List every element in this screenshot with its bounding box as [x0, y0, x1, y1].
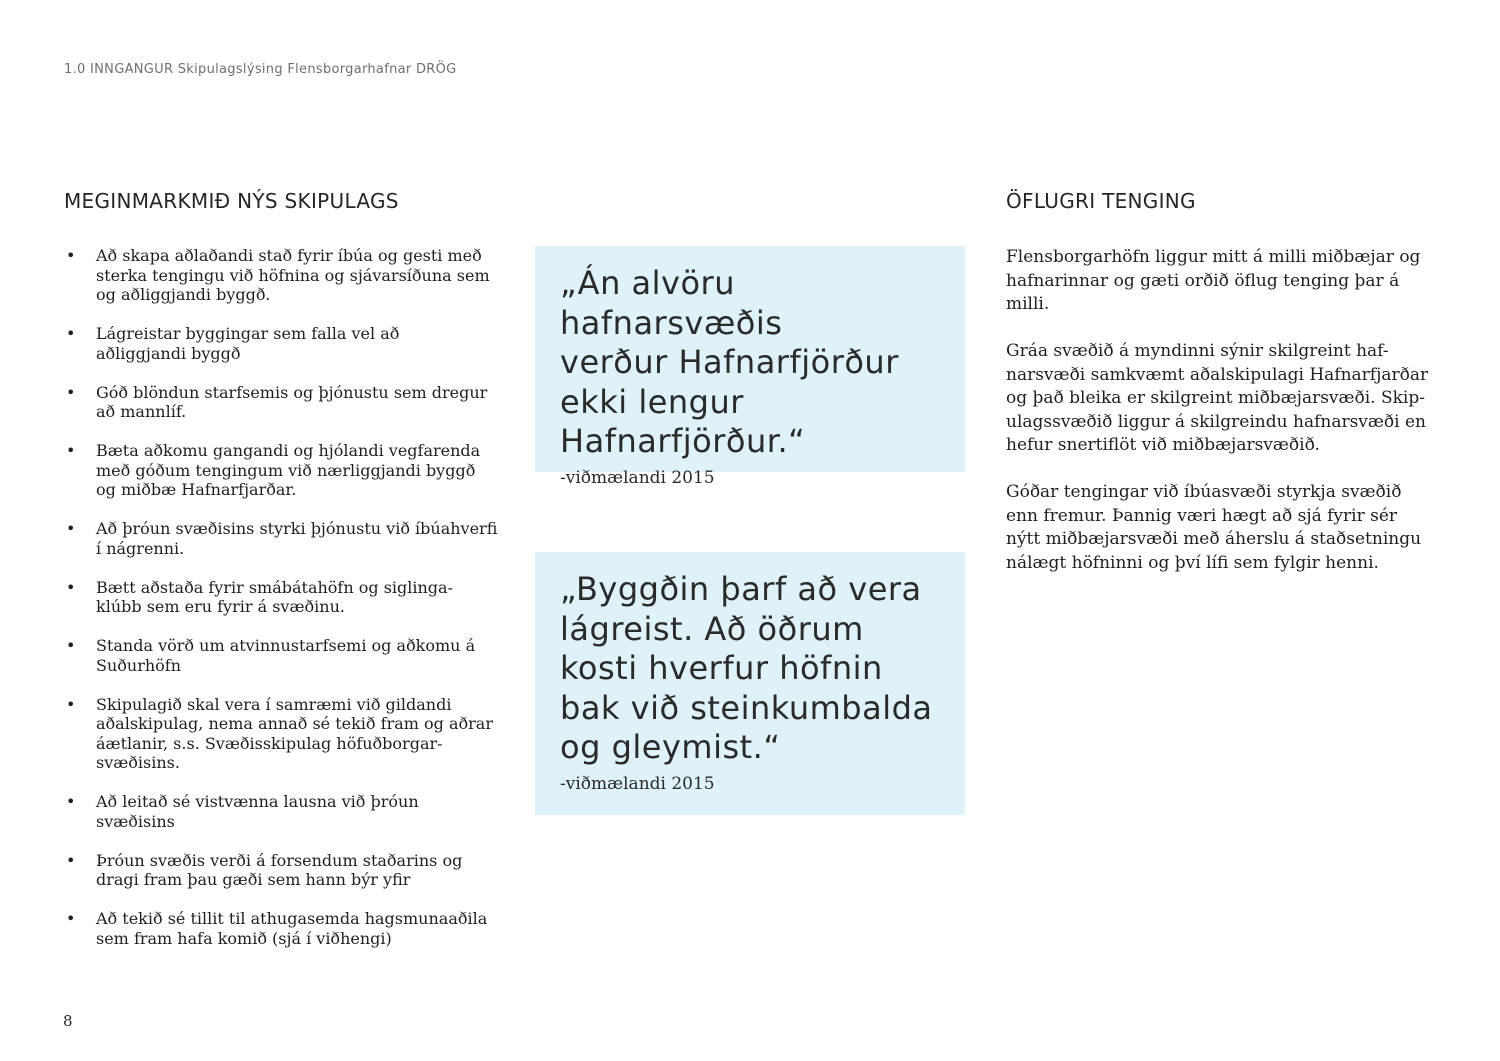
- paragraph: Flensborgarhöfn liggur mitt á milli miðbæjar og hafnarinnar og gæti orðið öflug tenging þar á milli.: [1006, 247, 1421, 314]
- quote-attribution: -viðmælandi 2015: [560, 467, 715, 488]
- goals-list: [64, 246, 504, 968]
- goal-item: [64, 636, 504, 675]
- goal-item: [64, 909, 504, 948]
- goals-title: MEGINMARKMIÐ NÝS SKIPULAGS: [64, 189, 399, 213]
- bullet-icon: •: [66, 519, 76, 538]
- quote-text: „Án alvöru hafnarsvæðis verður Hafnarfjörður ekki lengur Hafnarfjörður.“: [560, 264, 899, 460]
- bullet-icon: •: [66, 636, 76, 655]
- running-header: 1.0 INNGANGUR Skipulagslýsing Flensborgarhafnar DRÖG: [64, 62, 457, 77]
- bullet-icon: •: [66, 909, 76, 928]
- page-number: 8: [63, 1012, 73, 1030]
- goal-text: Að skapa aðlaðandi stað fyrir íbúa og gesti með sterka tengingu við höfnina og sjávarsíðuna sem og aðliggjandi byggð.: [96, 246, 490, 304]
- quote-box-1: [535, 246, 965, 488]
- goal-text: Góð blöndun starfsemis og þjónustu sem dregur að mannlíf.: [96, 382, 488, 421]
- bullet-icon: •: [66, 382, 76, 402]
- bullet-icon: •: [66, 324, 76, 343]
- goal-text: Að leitað sé vistvænna lausna við þróun svæðisins: [96, 792, 419, 831]
- connection-text: [1006, 246, 1436, 599]
- goal-text: Bætt aðstaða fyrir smábátahöfn og siglinga- klúbb sem eru fyrir á svæðinu.: [96, 577, 453, 616]
- bullet-icon: •: [66, 850, 76, 870]
- bullet-icon: •: [66, 792, 76, 811]
- goal-text: Lágreistar byggingar sem falla vel að aðliggjandi byggð: [96, 324, 400, 363]
- goal-text: Þróun svæðis verði á forsendum staðarins og dragi fram þau gæði sem hann býr yfir: [96, 850, 463, 889]
- goal-item: [64, 578, 504, 617]
- bullet-icon: •: [66, 441, 76, 460]
- goal-item: [64, 519, 504, 558]
- goal-text: Að þróun svæðisins styrki þjónustu við íbúahverfi í nágrenni.: [96, 519, 498, 558]
- quote-box-2: [535, 552, 965, 815]
- paragraph: Gráa svæðið á myndinni sýnir skilgreint haf- narsvæði samkvæmt aðalskipulagi Hafnarfjarðar og það bleika er skilgreint miðbæjarsvæði. Skip- ulagssvæðið liggur á skilgreindu hafnarsvæði en hefur snertiflöt við miðbæjarsvæðið.: [1006, 341, 1429, 455]
- bullet-icon: •: [66, 577, 76, 597]
- quote-text: „Byggðin þarf að vera lágreist. Að öðrum kosti hverfur höfnin bak við steinkumbalda og gleymist.“: [560, 570, 933, 766]
- quote-attribution: -viðmælandi 2015: [560, 773, 715, 794]
- goal-text: Að tekið sé tillit til athugasemda hagsmunaaðila sem fram hafa komið (sjá í viðhengi): [96, 909, 488, 948]
- goal-item: [64, 246, 504, 305]
- goal-text: Bæta aðkomu gangandi og hjólandi vegfarenda með góðum tengingum við nærliggjandi byggð og miðbæ Hafnarfjarðar.: [96, 441, 481, 499]
- goal-item: [64, 695, 504, 773]
- goal-item: [64, 851, 504, 890]
- bullet-icon: •: [66, 694, 76, 714]
- goal-item: [64, 792, 504, 831]
- goal-item: [64, 441, 504, 500]
- paragraph: Góðar tengingar við íbúasvæði styrkja svæðið enn fremur. Þannig væri hægt að sjá fyrir sér nýtt miðbæjarsvæði með áherslu á staðsetningu nálægt höfninni og því lífi sem fylgir henni.: [1006, 482, 1422, 573]
- goal-item: [64, 324, 504, 363]
- goal-text: Standa vörð um atvinnustarfsemi og aðkomu á Suðurhöfn: [96, 636, 476, 675]
- bullet-icon: •: [66, 246, 76, 265]
- connection-title: ÖFLUGRI TENGING: [1006, 189, 1196, 213]
- goal-item: [64, 383, 504, 422]
- goal-text: Skipulagið skal vera í samræmi við gildandi aðalskipulag, nema annað sé tekið fram og aðrar áætlanir, s.s. Svæðisskipulag höfuðborgar- svæðisins.: [96, 694, 493, 772]
